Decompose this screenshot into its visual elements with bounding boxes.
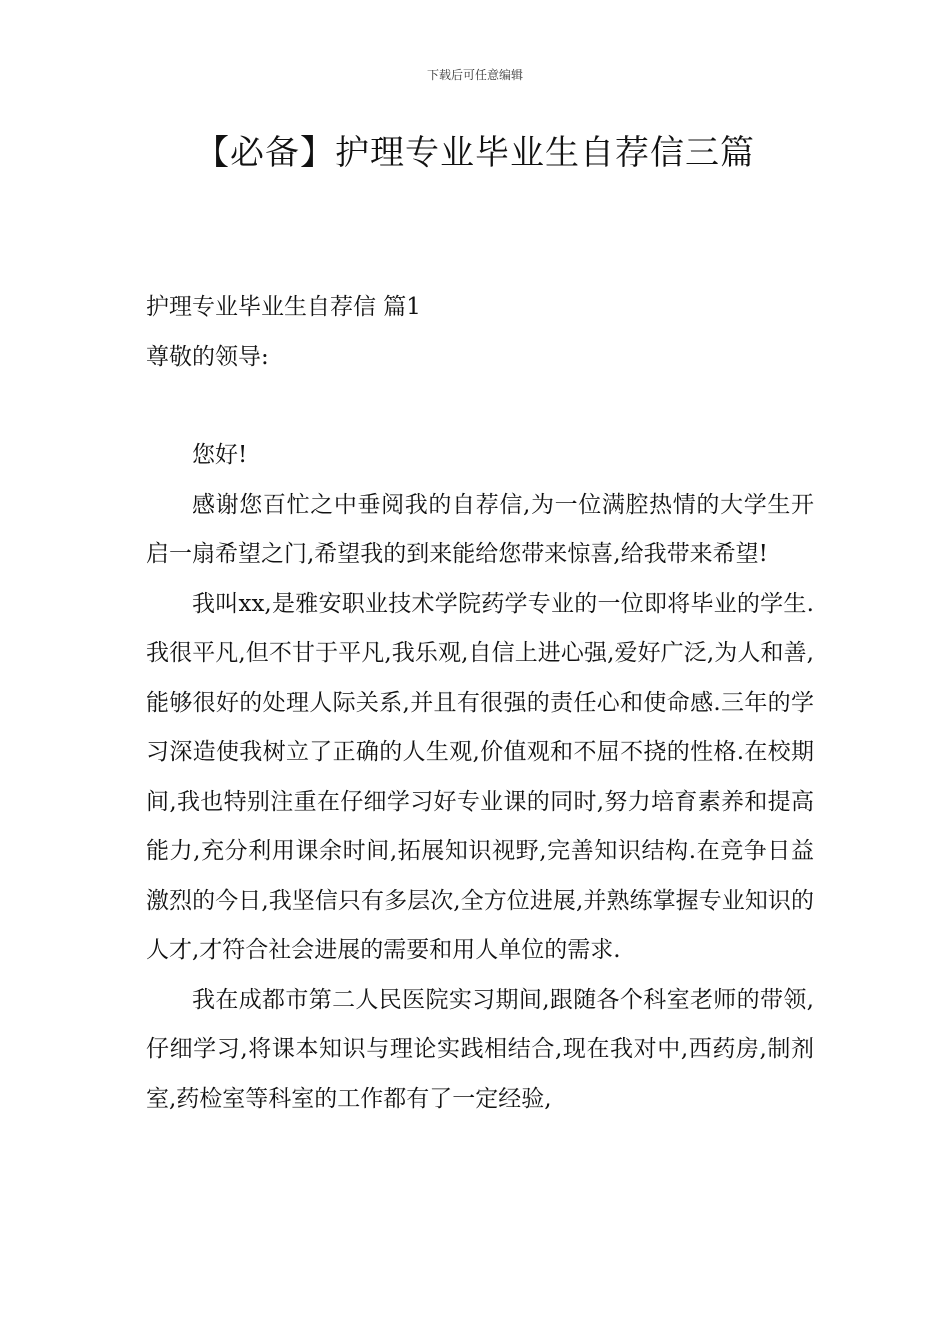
salutation: 尊敬的领导: xyxy=(146,343,269,370)
section-heading: 护理专业毕业生自荐信 篇1 xyxy=(146,294,421,320)
document-title: 【必备】护理专业毕业生自荐信三篇 xyxy=(195,133,755,173)
document-body xyxy=(146,283,814,1124)
body-paragraph-2: 我叫xx,是雅安职业技术学院药学专业的一位即将毕业的学生.我很平凡,但不甘于平凡,我乐观,自信上进心强,爱好广泛,为人和善,能够很好的处理人际关系,并且有很强的责任心和使命感.三年的学习深造使我树立了正确的人生观,价值观和不屈不挠的性格.在校期间,我也特别注重在仔细学习好专业课的同时,努力培育素养和提高能力,充分利用课余时间,拓展知识视野,完善知识结构.在竞争日益激烈的今日,我坚信只有多层次,全方位进展,并熟练掌握专业知识的人才,才符合社会进展的需要和用人单位的需求. xyxy=(146,590,814,963)
blank-line xyxy=(146,382,814,431)
header-note: 下载后可任意编辑 xyxy=(426,68,523,82)
body-paragraph-1: 感谢您百忙之中垂阅我的自荐信,为一位满腔热情的大学生开启一扇希望之门,希望我的到来能给您带来惊喜,给我带来希望! xyxy=(146,491,814,567)
body-paragraph-3: 我在成都市第二人民医院实习期间,跟随各个科室老师的带领,仔细学习,将课本知识与理论实践相结合,现在我对中,西药房,制剂室,药检室等科室的工作都有了一定经验, xyxy=(146,986,814,1112)
greeting: 您好! xyxy=(192,442,248,468)
